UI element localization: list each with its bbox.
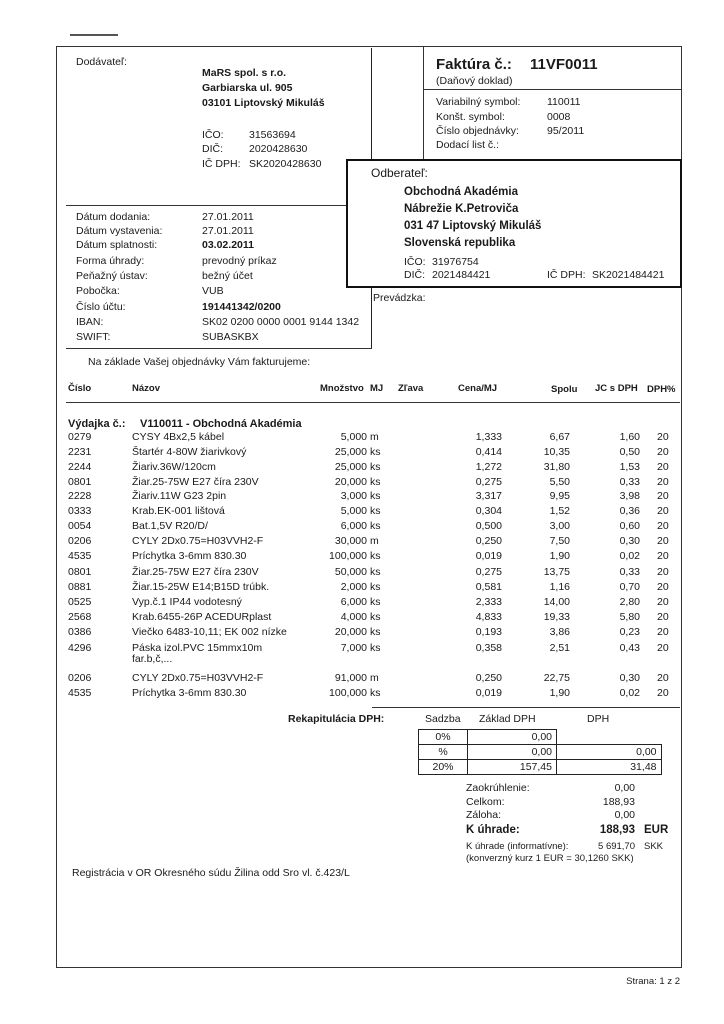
- recap-title: Rekapitulácia DPH:: [288, 713, 385, 725]
- customer-ico-label: IČO:: [404, 256, 426, 268]
- item-name: Žiariv.36W/120cm: [132, 461, 216, 473]
- recap-col-base: Základ DPH: [479, 713, 536, 725]
- item-price-with-vat: 0,33: [619, 476, 640, 488]
- payment-label: SWIFT:: [76, 331, 111, 343]
- col-header-vat: DPH%: [647, 384, 676, 395]
- invoice-field-label: Variabilný symbol:: [436, 96, 521, 108]
- amount-due-info-currency: SKK: [644, 841, 664, 852]
- item-unit: m: [370, 672, 379, 684]
- payment-value: 191441342/0200: [202, 301, 281, 313]
- item-unit: m: [370, 535, 379, 547]
- payment-top-rule: [66, 205, 346, 206]
- recap-vat: 31,48: [557, 760, 662, 775]
- item-total: 31,80: [543, 461, 570, 473]
- premises-label: Prevádzka:: [373, 292, 426, 304]
- invoice-subtitle: (Daňový doklad): [436, 75, 513, 87]
- item-vat-rate: 20: [657, 490, 669, 502]
- item-row: [0, 520, 724, 533]
- item-row: [0, 505, 724, 518]
- invoice-field-label: Konšt. symbol:: [436, 111, 505, 123]
- item-quantity: 3,000: [340, 490, 367, 502]
- item-price-with-vat: 1,53: [619, 461, 640, 473]
- item-code: 4535: [68, 687, 92, 699]
- item-quantity: 4,000: [340, 611, 367, 623]
- customer-icdph: SK2021484421: [592, 269, 665, 281]
- item-code: 2231: [68, 446, 92, 458]
- item-quantity: 50,000: [334, 566, 367, 578]
- supplier-city: 03101 Liptovský Mikuláš: [202, 97, 325, 109]
- supplier-street: Garbiarska ul. 905: [202, 82, 293, 94]
- payment-value: bežný účet: [202, 270, 253, 282]
- item-name: Žiar.25-75W E27 číra 230V: [132, 566, 259, 578]
- item-unit-price: 0,275: [475, 476, 502, 488]
- recap-table: [418, 729, 662, 775]
- supplier-ico: 31563694: [249, 129, 296, 141]
- supplier-dic: 2020428630: [249, 143, 308, 155]
- item-unit: ks: [370, 461, 381, 473]
- invoice-title: Faktúra č.:: [436, 56, 512, 73]
- item-unit-price: 2,333: [475, 596, 502, 608]
- deposit-label: Záloha:: [466, 809, 502, 821]
- rounding-label: Zaokrúhlenie:: [466, 782, 530, 794]
- item-price-with-vat: 0,30: [619, 672, 640, 684]
- item-code: 0801: [68, 566, 92, 578]
- item-vat-rate: 20: [657, 476, 669, 488]
- amount-due-value: 188,93: [599, 824, 635, 836]
- col-header-total: Spolu: [551, 384, 578, 395]
- payment-label: Číslo účtu:: [76, 301, 126, 313]
- invoice-field-value: 95/2011: [547, 125, 585, 137]
- payment-label: Dátum vystavenia:: [76, 225, 163, 237]
- amount-due-info-value: 5 691,70: [598, 841, 635, 852]
- item-vat-rate: 20: [657, 520, 669, 532]
- issue-slip-value: V110011 - Obchodná Akadémia: [140, 418, 302, 430]
- item-quantity: 5,000: [340, 505, 367, 517]
- item-total: 3,86: [549, 626, 570, 638]
- item-code: 0206: [68, 535, 92, 547]
- item-vat-rate: 20: [657, 566, 669, 578]
- item-quantity: 91,000: [334, 672, 367, 684]
- item-unit: ks: [370, 490, 381, 502]
- item-total: 1,52: [549, 505, 570, 517]
- item-code: 0333: [68, 505, 92, 517]
- item-unit-price: 1,272: [475, 461, 502, 473]
- item-name: CYSY 4Bx2,5 kábel: [132, 431, 225, 443]
- recap-row: [419, 760, 662, 775]
- item-code: 0881: [68, 581, 92, 593]
- item-quantity: 20,000: [334, 626, 367, 638]
- item-quantity: 25,000: [334, 461, 367, 473]
- item-unit-price: 0,275: [475, 566, 502, 578]
- item-unit-price: 3,317: [475, 490, 502, 502]
- item-code: 0386: [68, 626, 92, 638]
- total-label: Celkom:: [466, 796, 505, 808]
- col-header-code: Číslo: [68, 383, 92, 394]
- col-header-price: Cena/MJ: [458, 383, 498, 394]
- amount-due-label: K úhrade:: [466, 824, 520, 836]
- item-vat-rate: 20: [657, 642, 669, 654]
- item-price-with-vat: 0,02: [619, 687, 640, 699]
- payment-label: IBAN:: [76, 316, 104, 328]
- customer-ico: 31976754: [432, 256, 479, 268]
- item-row: [0, 461, 724, 474]
- item-row: [0, 611, 724, 624]
- item-total: 22,75: [543, 672, 570, 684]
- item-row: [0, 476, 724, 489]
- item-price-with-vat: 0,02: [619, 550, 640, 562]
- item-code: 0054: [68, 520, 92, 532]
- recap-base: 0,00: [468, 730, 557, 745]
- item-code: 0525: [68, 596, 92, 608]
- item-quantity: 100,000: [329, 687, 367, 699]
- item-name: Viečko 6483-10,11; EK 002 nízke: [132, 626, 287, 638]
- item-name: Krab.6455-26P ACEDURplast: [132, 611, 272, 623]
- item-code: 2568: [68, 611, 92, 623]
- item-name: Krab.EK-001 lištová: [132, 505, 225, 517]
- item-vat-rate: 20: [657, 505, 669, 517]
- item-total: 13,75: [543, 566, 570, 578]
- recap-col-rate: Sadzba: [425, 713, 461, 725]
- customer-label: Odberateľ:: [371, 166, 428, 180]
- customer-icdph-label: IČ DPH:: [547, 269, 586, 281]
- item-name: Vyp.č.1 IP44 vodotesný: [132, 596, 242, 608]
- item-vat-rate: 20: [657, 687, 669, 699]
- payment-value: 27.01.2011: [202, 211, 254, 223]
- item-code: 0801: [68, 476, 92, 488]
- item-unit-price: 0,500: [475, 520, 502, 532]
- col-header-discount: Zľava: [398, 383, 424, 394]
- col-header-name: Názov: [132, 383, 160, 394]
- supplier-icdph: SK2020428630: [249, 158, 322, 170]
- payment-label: Pobočka:: [76, 285, 120, 297]
- item-total: 5,50: [549, 476, 570, 488]
- top-edge-mark: [70, 34, 118, 36]
- item-unit-price: 0,193: [475, 626, 502, 638]
- item-row: [0, 535, 724, 548]
- item-vat-rate: 20: [657, 446, 669, 458]
- table-header-rule: [66, 402, 680, 403]
- item-name: Žiar.15-25W E14;B15D trúbk.: [132, 581, 270, 593]
- payment-label: Dátum splatnosti:: [76, 239, 158, 251]
- item-unit: ks: [370, 476, 381, 488]
- payment-bottom-rule: [66, 348, 372, 349]
- item-unit-price: 0,304: [475, 505, 502, 517]
- item-quantity: 30,000: [334, 535, 367, 547]
- item-unit: ks: [370, 626, 381, 638]
- customer-dic-label: DIČ:: [404, 269, 425, 281]
- deposit-value: 0,00: [614, 809, 635, 821]
- invoice-box-divider: [423, 47, 424, 159]
- item-price-with-vat: 0,70: [619, 581, 640, 593]
- item-quantity: 7,000: [340, 642, 367, 654]
- item-unit: m: [370, 431, 379, 443]
- recap-base: 157,45: [468, 760, 557, 775]
- item-price-with-vat: 3,98: [619, 490, 640, 502]
- conversion-rate-note: (konverzný kurz 1 EUR = 30,1260 SKK): [466, 853, 634, 864]
- item-price-with-vat: 5,80: [619, 611, 640, 623]
- invoice-field-value: 110011: [547, 96, 581, 108]
- item-unit: ks: [370, 520, 381, 532]
- recap-rate: 20%: [419, 760, 468, 775]
- col-header-qty: Množstvo: [320, 383, 364, 394]
- item-code: 0279: [68, 431, 92, 443]
- item-name: Príchytka 3-6mm 830.30: [132, 687, 247, 699]
- issue-slip-label: Výdajka č.:: [68, 418, 126, 430]
- recap-base: 0,00: [468, 745, 557, 760]
- customer-street: Nábrežie K.Petroviča: [404, 203, 519, 215]
- item-total: 2,51: [549, 642, 570, 654]
- item-total: 1,90: [549, 687, 570, 699]
- item-unit-price: 0,250: [475, 535, 502, 547]
- item-price-with-vat: 1,60: [619, 431, 640, 443]
- item-unit-price: 0,019: [475, 550, 502, 562]
- item-vat-rate: 20: [657, 611, 669, 623]
- item-unit: ks: [370, 611, 381, 623]
- item-vat-rate: 20: [657, 431, 669, 443]
- item-quantity: 25,000: [334, 446, 367, 458]
- item-quantity: 100,000: [329, 550, 367, 562]
- recap-col-vat: DPH: [587, 713, 610, 725]
- item-name: Žiariv.11W G23 2pin: [132, 490, 227, 502]
- item-total: 7,50: [549, 535, 570, 547]
- item-price-with-vat: 0,60: [619, 520, 640, 532]
- supplier-icdph-label: IČ DPH:: [202, 158, 241, 170]
- col-header-unit: MJ: [370, 383, 384, 394]
- item-name: Bat.1,5V R20/D/: [132, 520, 208, 532]
- item-code: 0206: [68, 672, 92, 684]
- item-vat-rate: 20: [657, 461, 669, 473]
- supplier-label: Dodávateľ:: [76, 56, 127, 68]
- payment-value: prevodný príkaz: [202, 255, 277, 267]
- payment-value: SK02 0200 0000 0001 9144 1342: [202, 316, 360, 328]
- item-total: 3,00: [549, 520, 570, 532]
- payment-label: Forma úhrady:: [76, 255, 145, 267]
- item-quantity: 6,000: [340, 596, 367, 608]
- col-header-jc: JC s DPH: [595, 383, 638, 394]
- invoice-header-rule: [423, 89, 682, 90]
- item-code: 2228: [68, 490, 92, 502]
- item-unit-price: 4,833: [475, 611, 502, 623]
- supplier-name: MaRS spol. s r.o.: [202, 67, 287, 79]
- invoice-number: 11VF0011: [530, 56, 598, 73]
- item-price-with-vat: 0,43: [619, 642, 640, 654]
- rounding-value: 0,00: [614, 782, 635, 794]
- recap-rate: 0%: [419, 730, 468, 745]
- item-unit-price: 1,333: [475, 431, 502, 443]
- item-vat-rate: 20: [657, 596, 669, 608]
- item-row: [0, 490, 724, 503]
- item-unit: ks: [370, 687, 381, 699]
- customer-name: Obchodná Akadémia: [404, 186, 518, 198]
- item-unit: ks: [370, 505, 381, 517]
- item-quantity: 5,000: [340, 431, 367, 443]
- item-row: [0, 581, 724, 594]
- item-name: far.b,č,...: [132, 653, 173, 665]
- item-quantity: 2,000: [340, 581, 367, 593]
- item-unit-price: 0,250: [475, 672, 502, 684]
- item-name: Žiar.25-75W E27 číra 230V: [132, 476, 259, 488]
- item-vat-rate: 20: [657, 550, 669, 562]
- item-price-with-vat: 2,80: [619, 596, 640, 608]
- item-total: 19,33: [543, 611, 570, 623]
- page-indicator: Strana: 1 z 2: [626, 976, 680, 987]
- item-quantity: 6,000: [340, 520, 367, 532]
- item-quantity: 20,000: [334, 476, 367, 488]
- item-unit: ks: [370, 581, 381, 593]
- recap-row: [419, 730, 662, 745]
- item-name: Páska izol.PVC 15mmx10m: [132, 642, 263, 654]
- customer-country: Slovenská republika: [404, 237, 516, 249]
- item-price-with-vat: 0,30: [619, 535, 640, 547]
- item-code: 4535: [68, 550, 92, 562]
- item-total: 6,67: [549, 431, 570, 443]
- payment-value: 03.02.2011: [202, 239, 254, 251]
- item-row: [0, 446, 724, 459]
- item-price-with-vat: 0,50: [619, 446, 640, 458]
- item-unit: ks: [370, 566, 381, 578]
- item-code: 4296: [68, 642, 92, 654]
- item-price-with-vat: 0,36: [619, 505, 640, 517]
- payment-label: Dátum dodania:: [76, 211, 151, 223]
- item-vat-rate: 20: [657, 581, 669, 593]
- payment-value: VUB: [202, 285, 224, 297]
- item-vat-rate: 20: [657, 626, 669, 638]
- payment-label: Peňažný ústav:: [76, 270, 148, 282]
- item-row: [0, 596, 724, 609]
- item-unit-price: 0,358: [475, 642, 502, 654]
- item-name: Štartér 4-80W žiarivkový: [132, 446, 247, 458]
- recap-vat: 0,00: [557, 745, 662, 760]
- invoice-field-label: Číslo objednávky:: [436, 125, 519, 137]
- item-total: 14,00: [543, 596, 570, 608]
- amount-due-info-label: K úhrade (informatívne):: [466, 841, 569, 852]
- item-vat-rate: 20: [657, 672, 669, 684]
- invoice-field-label: Dodací list č.:: [436, 139, 500, 151]
- item-row: [0, 550, 724, 563]
- item-price-with-vat: 0,23: [619, 626, 640, 638]
- item-row: [0, 653, 724, 666]
- invoice-intro: Na základe Vašej objednávky Vám fakturujeme:: [88, 356, 311, 368]
- item-unit-price: 0,581: [475, 581, 502, 593]
- payment-value: SUBASKBX: [202, 331, 259, 343]
- amount-due-currency: EUR: [644, 824, 669, 836]
- item-unit: ks: [370, 642, 381, 654]
- item-vat-rate: 20: [657, 535, 669, 547]
- payment-value: 27.01.2011: [202, 225, 254, 237]
- supplier-ico-label: IČO:: [202, 129, 224, 141]
- customer-dic: 2021484421: [432, 269, 491, 281]
- supplier-dic-label: DIČ:: [202, 143, 223, 155]
- recap-rate: %: [419, 745, 468, 760]
- total-value: 188,93: [602, 796, 635, 808]
- item-unit: ks: [370, 446, 381, 458]
- item-row: [0, 566, 724, 579]
- item-name: Príchytka 3-6mm 830.30: [132, 550, 247, 562]
- item-row: [0, 672, 724, 685]
- item-row: [0, 626, 724, 639]
- recap-vat: [557, 730, 662, 745]
- item-total: 1,90: [549, 550, 570, 562]
- item-price-with-vat: 0,33: [619, 566, 640, 578]
- recap-row: [419, 745, 662, 760]
- invoice-field-value: 0008: [547, 111, 571, 123]
- item-unit: ks: [370, 550, 381, 562]
- item-unit-price: 0,019: [475, 687, 502, 699]
- item-unit-price: 0,414: [475, 446, 502, 458]
- item-code: 2244: [68, 461, 92, 473]
- items-bottom-rule: [372, 707, 680, 708]
- customer-city: 031 47 Liptovský Mikuláš: [404, 220, 542, 232]
- item-total: 1,16: [549, 581, 570, 593]
- item-total: 9,95: [549, 490, 570, 502]
- registration-note: Registrácia v OR Okresného súdu Žilina odd Sro vl. č.423/L: [72, 867, 350, 879]
- item-name: CYLY 2Dx0.75=H03VVH2-F: [132, 672, 264, 684]
- item-row: [0, 431, 724, 444]
- item-name: CYLY 2Dx0.75=H03VVH2-F: [132, 535, 264, 547]
- item-row: [0, 687, 724, 700]
- item-total: 10,35: [543, 446, 570, 458]
- item-unit: ks: [370, 596, 381, 608]
